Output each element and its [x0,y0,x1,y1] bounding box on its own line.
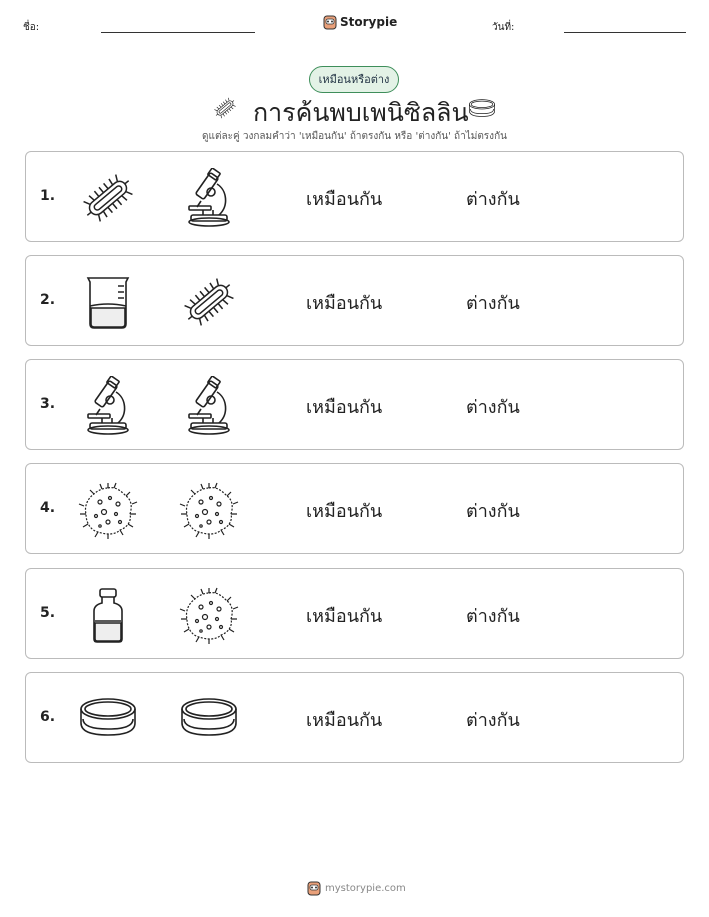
date-label: วันที่: [492,22,515,33]
storypie-mascot-icon [307,880,321,896]
footer [307,880,406,896]
bacteria-icon [212,95,238,121]
option-different[interactable]: ต่างกัน [466,710,520,731]
title-row [0,93,709,125]
microscope-icon [179,168,239,228]
microscope-icon [78,376,138,436]
name-label: ชื่อ: [23,22,40,33]
name-field-line[interactable] [101,32,255,33]
question-number: 3. [40,396,56,412]
bacteria-icon [179,272,239,332]
question-card [25,568,684,659]
petri-dish-icon [179,689,239,749]
footer-url: mystorypie.com [325,882,406,894]
page-title: การค้นพบเพนิซิลลิน [253,98,469,127]
petri-dish-icon [78,689,138,749]
option-same[interactable]: เหมือนกัน [306,293,383,314]
question-number: 1. [40,188,56,204]
question-number: 5. [40,605,56,621]
question-number: 6. [40,709,56,725]
question-number: 2. [40,292,56,308]
beaker-icon [78,272,138,332]
logo-text: Storypie [340,15,398,29]
mold-icon [179,480,239,540]
bacteria-icon [78,168,138,228]
microscope-icon [179,376,239,436]
option-same[interactable]: เหมือนกัน [306,710,383,731]
option-same[interactable]: เหมือนกัน [306,189,383,210]
date-field-line[interactable] [564,32,686,33]
option-different[interactable]: ต่างกัน [466,606,520,627]
question-card [25,672,684,763]
question-card [25,151,684,242]
mold-icon [179,585,239,645]
option-different[interactable]: ต่างกัน [466,189,520,210]
vial-icon [78,585,138,645]
storypie-logo [323,13,397,31]
option-different[interactable]: ต่างกัน [466,293,520,314]
question-number: 4. [40,500,56,516]
instructions: ดูแต่ละคู่ วงกลมคำว่า 'เหมือนกัน' ถ้าตรงกัน หรือ 'ต่างกัน' ถ้าไม่ตรงกัน [202,131,507,142]
question-card [25,359,684,450]
option-different[interactable]: ต่างกัน [466,397,520,418]
activity-badge: เหมือนหรือต่าง [309,66,399,93]
mold-icon [78,480,138,540]
storypie-mascot-icon [323,14,337,30]
option-different[interactable]: ต่างกัน [466,501,520,522]
page-header [0,0,709,40]
option-same[interactable]: เหมือนกัน [306,606,383,627]
petri-dish-icon [466,95,498,123]
option-same[interactable]: เหมือนกัน [306,501,383,522]
question-card [25,463,684,554]
option-same[interactable]: เหมือนกัน [306,397,383,418]
question-card [25,255,684,346]
